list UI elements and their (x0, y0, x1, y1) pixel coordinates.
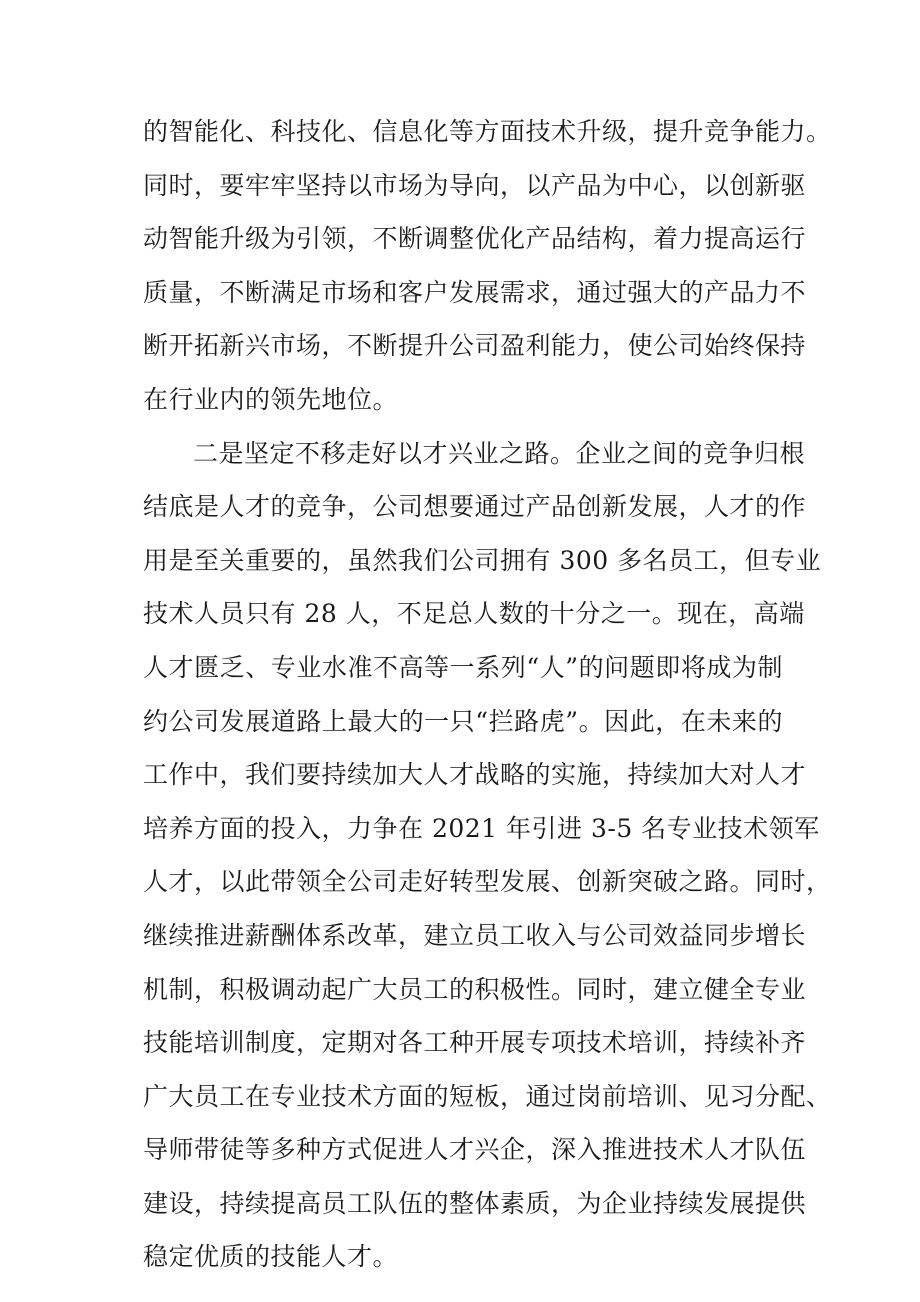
text-line: 质量，不断满足市场和客户发展需求，通过强大的产品力不 (143, 277, 807, 307)
text-line: 断开拓新兴市场，不断提升公司盈利能力，使公司始终保持 (143, 331, 807, 361)
text-line: 二是坚定不移走好以才兴业之路。企业之间的竞争归根 (193, 438, 806, 468)
paragraph-1 (143, 105, 832, 427)
text-line: 的智能化、科技化、信息化等方面技术升级，提升竞争能力。 (143, 117, 832, 146)
text-line: 技能培训制度，定期对各工种开展专项技术培训，持续补齐 (143, 1028, 807, 1058)
text-line: 约公司发展道路上最大的一只“拦路虎”。因此，在未来的 (143, 706, 783, 736)
text-line: 技术人员只有 28 人，不足总人数的十分之一。现在，高端 (143, 599, 805, 629)
text-line: 广大员工在专业技术方面的短板，通过岗前培训、见习分配、 (143, 1081, 832, 1111)
text-line: 用是至关重要的，虽然我们公司拥有 300 多名员工，但专业 (143, 545, 822, 575)
text-line: 同时，要牢牢坚持以市场为导向，以产品为中心，以创新驱 (143, 170, 807, 200)
text-line: 建设，持续提高员工队伍的整体素质，为企业持续发展提供 (143, 1188, 807, 1218)
text-line: 工作中，我们要持续加大人才战略的实施，持续加大对人才 (143, 760, 807, 790)
text-line: 动智能升级为引领，不断调整优化产品结构，着力提高运行 (143, 224, 807, 254)
text-line: 机制，积极调动起广大员工的积极性。同时，建立健全专业 (143, 974, 807, 1004)
text-line: 在行业内的领先地位。 (143, 384, 399, 414)
text-line: 继续推进薪酬体系改革，建立员工收入与公司效益同步增长 (143, 920, 807, 950)
text-line: 人才，以此带领全公司走好转型发展、创新突破之路。同时， (143, 867, 832, 897)
document-body (143, 105, 832, 1284)
text-line: 结底是人才的竞争，公司想要通过产品创新发展，人才的作 (143, 492, 807, 522)
text-line: 人才匮乏、专业水准不高等一系列“人”的问题即将成为制 (143, 652, 783, 682)
text-line: 导师带徒等多种方式促进人才兴企，深入推进技术人才队伍 (143, 1135, 807, 1165)
text-line: 稳定优质的技能人才。 (143, 1242, 399, 1272)
paragraph-2 (143, 427, 832, 1285)
text-line: 培养方面的投入，力争在 2021 年引进 3-5 名专业技术领军 (143, 813, 820, 843)
